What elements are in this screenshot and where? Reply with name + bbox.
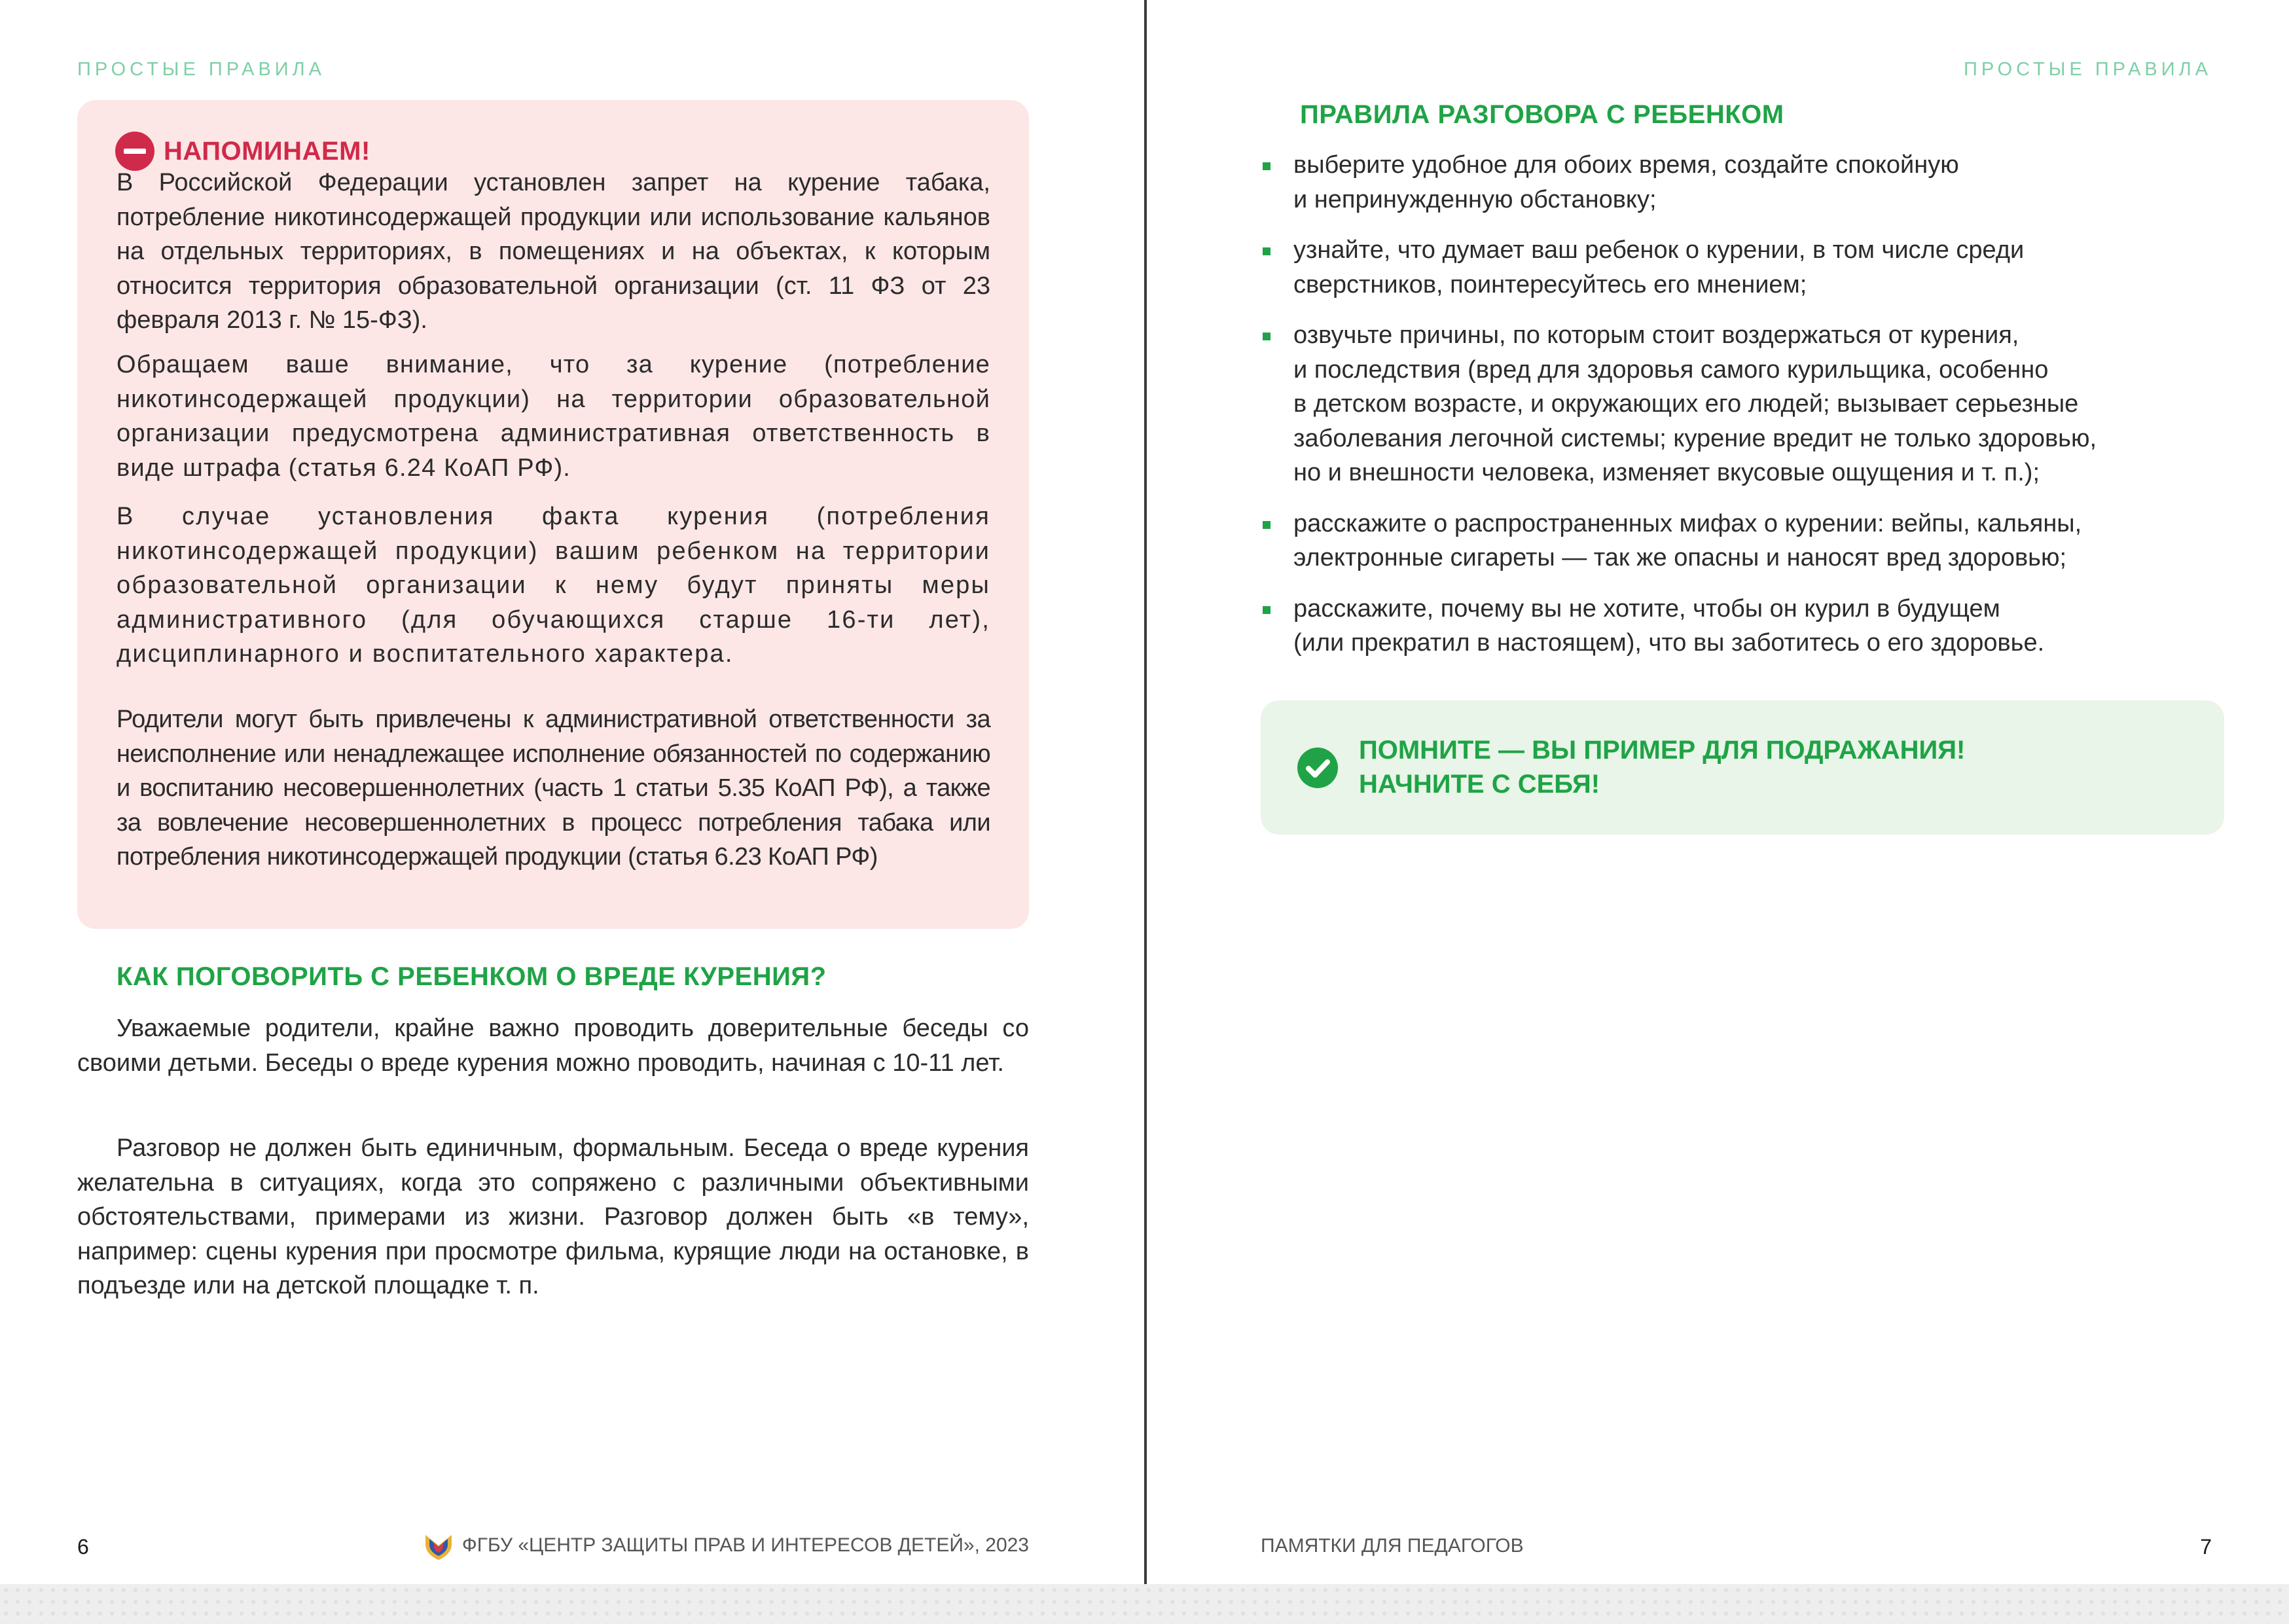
page-number-left: 6 [77,1535,89,1559]
reminder-title-text: НАПОМИНАЕМ! [164,136,370,166]
check-circle-icon [1297,748,1338,788]
bullet-square-icon [1263,247,1271,255]
right-page [1147,0,2289,1584]
left-page [0,0,1145,1584]
organization-logo-icon [423,1530,454,1561]
running-head-left: ПРОСТЫЕ ПРАВИЛА [77,59,326,80]
bullet-square-icon [1263,606,1271,614]
running-head-right: ПРОСТЫЕ ПРАВИЛА [1963,59,2212,80]
list-item: выберите удобное для обоих время, создайте спокойную и непринужденную обстановку; [1261,148,2223,217]
reminder-paragraph: В случае установления факта курения (потребления никотинсодержащей продукции) вашим ребенком на территории образовательной организации к нему будут приняты меры административного (для обучающихся старше 16-ти лет), дисциплинарного и воспитательного характера. [117,503,990,668]
minus-circle-icon [115,132,154,171]
bullet-square-icon [1263,162,1271,170]
remember-text: ПОМНИТЕ — ВЫ ПРИМЕР ДЛЯ ПОДРАЖАНИЯ! НАЧНИТЕ С СЕБЯ! [1359,736,1966,799]
body-paragraph: Разговор не должен быть единичным, формальным. Беседа о вреде курения желательна в ситуациях, когда это сопряжено с различными объективными обстоятельствами, примерами из жизни. Разговор должен быть «в тему», например: сцены курения при просмотре фильма, курящие люди на остановке, в подъезде или на детской площадке т. п. [77,1134,1029,1299]
rules-heading: ПРАВИЛА РАЗГОВОРА С РЕБЕНКОМ [1300,100,1784,129]
footer-left [423,1530,1029,1561]
rules-list [1261,148,2223,677]
reminder-paragraph: Родители могут быть привлечены к административной ответственности за неисполнение или ненадлежащее исполнение обязанностей по содержанию и воспитанию несовершеннолетних (часть 1 статьи 5.35 КоАП РФ), а также за вовлечение несовершеннолетних в процесс потребления табака или потребления никотинсодержащей продукции (статья 6.23 КоАП РФ) [117,706,990,871]
list-item: расскажите о распространенных мифах о курении: вейпы, кальяны, электронные сигареты — так же опасны и наносят вред здоровью; [1261,507,2223,575]
page-number-right: 7 [2200,1535,2212,1559]
bullet-square-icon [1263,333,1271,340]
footer-organization-text: ФГБУ «ЦЕНТР ЗАЩИТЫ ПРАВ И ИНТЕРЕСОВ ДЕТЕЙ», 2023 [461,1534,1029,1556]
section-heading: КАК ПОГОВОРИТЬ С РЕБЕНКОМ О ВРЕДЕ КУРЕНИЯ? [117,962,827,991]
list-item: расскажите, почему вы не хотите, чтобы он курил в будущем (или прекратил в настоящем), что вы заботитесь о его здоровье. [1261,592,2223,660]
bottom-strip [0,1584,2289,1624]
reminder-box [77,100,1029,929]
reminder-title [115,132,370,171]
bullet-square-icon [1263,521,1271,529]
reminder-paragraph: В Российской Федерации установлен запрет на курение табака, потребление никотинсодержащей продукции или использование кальянов на отдельных территориях, в помещениях и на объектах, к которым относится территория образовательной организации (ст. 11 ФЗ от 23 февраля 2013 г. № 15-ФЗ). [117,169,990,334]
reminder-paragraph: Обращаем ваше внимание, что за курение (потребление никотинсодержащей продукции) на территории образовательной организации предусмотрена административная ответственность в виде штрафа (статья 6.24 КоАП РФ). [117,351,990,482]
list-item: озвучьте причины, по которым стоит воздержаться от курения, и последствия (вред для здоровья самого курильщика, особенно в детском возрасте, и окружающих его людей; вызывает серьезные заболевания легочной системы; курение вредит не только здоровью, но и внешности человека, изменяет вкусовые ощущения и т. п.); [1261,318,2223,490]
list-item: узнайте, что думает ваш ребенок о курении, в том числе среди сверстников, поинтересуйтесь его мнением; [1261,233,2223,302]
body-paragraph: Уважаемые родители, крайне важно проводить доверительные беседы со своими детьми. Беседы о вреде курения можно проводить, начиная с 10-11 лет. [77,1015,1029,1077]
footer-right-text: ПАМЯТКИ ДЛЯ ПЕДАГОГОВ [1261,1535,1524,1557]
remember-box [1261,700,2224,835]
